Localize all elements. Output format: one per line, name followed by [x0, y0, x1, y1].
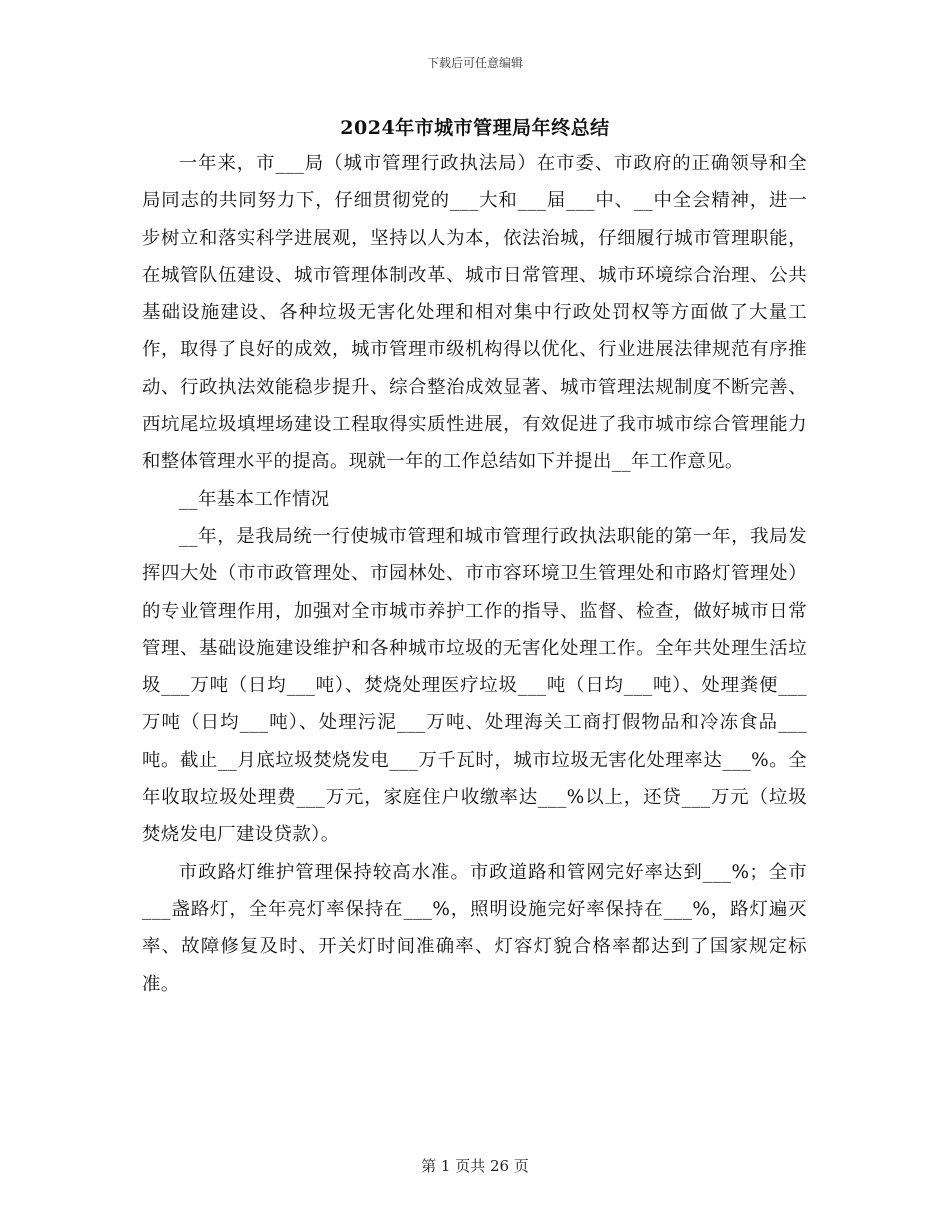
section-heading: __年基本工作情况: [178, 488, 330, 510]
paragraph-lighting: 市政路灯维护管理保持较高水准。市政道路和管网完好率达到___%；全市___盏路灯，全年亮灯率保持在___%，照明设施完好率保持在___%，路灯遍灭率、故障修复及时、开关灯时间准确率、灯容灯貌合格率都达到了国家规定标准。: [142, 861, 807, 995]
document-body: [142, 145, 807, 1003]
header-note: 下载后可任意编辑: [426, 56, 523, 70]
paragraph-intro: 一年来，市___局（城市管理行政执法局）在市委、市政府的正确领导和全局同志的共同努力下，仔细贯彻党的___大和___届___中、__中全会精神，进一步树立和落实科学进展观，坚持以人为本，依法治城，仔细履行城市管理职能，在城管队伍建设、城市管理体制改革、城市日常管理、城市环境综合治理、公共基础设施建设、各种垃圾无害化处理和相对集中行政处罚权等方面做了大量工作，取得了良好的成效，城市管理市级机构得以优化、行业进展法律规范有序推动、行政执法效能稳步提升、综合整治成效显著、城市管理法规制度不断完善、西坑尾垃圾填埋场建设工程取得实质性进展，有效促进了我市城市综合管理能力和整体管理水平的提高。现就一年的工作总结如下并提出__年工作意见。: [142, 153, 807, 473]
document-title: 2024年市城市管理局年终总结: [340, 117, 610, 139]
paragraph-work-summary: __年，是我局统一行使城市管理和城市管理行政执法职能的第一年，我局发挥四大处（市市政管理处、市园林处、市市容环境卫生管理处和市路灯管理处）的专业管理作用，加强对全市城市养护工作的指导、监督、检查，做好城市日常管理、基础设施建设维护和各种城市垃圾的无害化处理工作。全年共处理生活垃圾___万吨（日均___吨）、焚烧处理医疗垃圾___吨（日均___吨）、处理粪便___万吨（日均___吨）、处理污泥___万吨、处理海关工商打假物品和冷冻食品___吨。截止__月底垃圾焚烧发电___万千瓦时，城市垃圾无害化处理率达___%。全年收取垃圾处理费___万元，家庭住户收缴率达___%以上，还贷___万元（垃圾焚烧发电厂建设贷款）。: [142, 525, 807, 846]
page-footer: 第 1 页共 26 页: [421, 1157, 529, 1175]
